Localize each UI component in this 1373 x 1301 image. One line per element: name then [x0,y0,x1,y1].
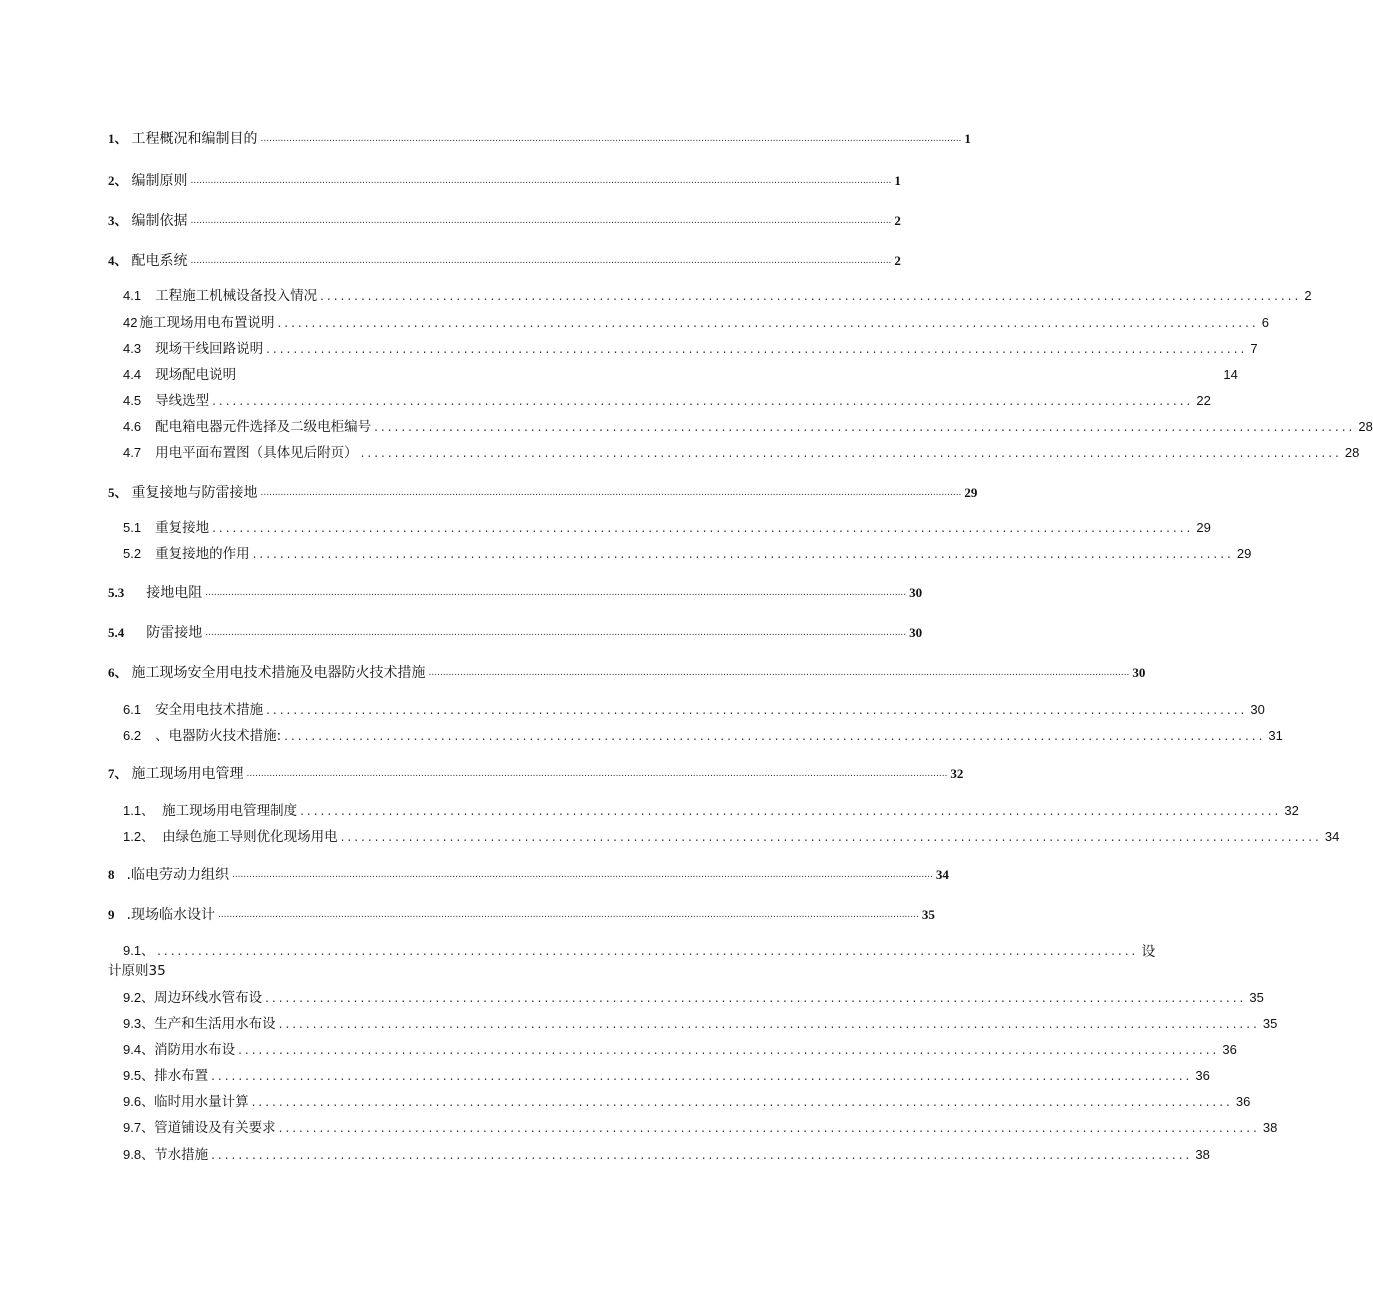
toc-entry[interactable] [123,1117,1278,1137]
toc-leader-dots: ................................................................................................................................................ [211,1069,1193,1083]
toc-entry-number: 9.3、 [123,1016,155,1031]
toc-entry-title: 节水措施 [154,1147,209,1163]
toc-leader-dots: ................................................................................................................................................ [340,830,1322,844]
toc-entry[interactable] [123,1013,1278,1033]
toc-leader-dots: ..................................................................................................................................................................................................................................................... [260,134,962,144]
toc-entry-page: 36 [1235,1094,1251,1109]
toc-entry-page: 设 [1141,943,1156,959]
toc-entry-number: 9.1、 [123,943,155,958]
toc-entry-heading [123,340,263,358]
toc-entry-number: 9.7、 [123,1120,155,1135]
toc-entry-page: 2 [894,213,901,228]
toc-leader-dots: ................................................................................................................................................ [300,804,1282,818]
toc-entry[interactable] [108,763,964,783]
toc-entry-number: 1.2、 [123,829,155,844]
toc-leader-dots: ................................................................................................................................................ [284,729,1266,743]
toc-entry[interactable] [108,250,901,270]
toc-entry[interactable] [108,904,935,924]
toc-entry-number: 3、 [108,213,128,228]
toc-entry-title: 施工现场用电管理制度 [162,803,298,819]
toc-entry-number: 9.4、 [123,1042,155,1057]
toc-entry-page: 30 [1132,665,1146,680]
toc-entry-title: 工程概况和编制目的 [131,131,258,147]
toc-leader-dots: ................................................................................................................................................ [212,394,1194,408]
toc-entry-number: 6.2 [123,728,142,743]
toc-entry[interactable] [123,442,1360,462]
toc-leader-dots: ..................................................................................................................................................................................................................................................... [231,870,933,880]
toc-entry-title: .临电劳动力组织 [126,867,229,883]
toc-leader-dots: ..................................................................................................................................................................................................................................................... [428,668,1130,678]
toc-entry-number: 1.1、 [123,803,155,818]
toc-entry-number: 4.4 [123,367,142,382]
toc-entry-title: 施工现场安全用电技术措施及电器防火技术措施 [131,665,426,681]
toc-entry-title: 现场干线回路说明 [155,341,264,357]
toc-entry-page: 35 [1249,990,1264,1005]
toc-entry-heading [123,942,154,960]
toc-entry[interactable] [123,364,1238,384]
toc-entry[interactable] [123,517,1211,537]
toc-entry-number: 1、 [108,131,128,146]
toc-entry-9-1-continuation: 计原则35 [108,963,166,979]
toc-entry-page: 29 [964,485,978,500]
toc-entry-title: 重复接地与防雷接地 [131,485,258,501]
toc-entry-title: 配电箱电器元件选择及二级电柜编号 [155,419,372,435]
toc-entry[interactable] [108,662,1146,682]
toc-entry-page: 1 [894,173,901,188]
toc-entry-page: 38 [1195,1147,1210,1162]
toc-entry-page: 6 [1261,315,1269,330]
toc-leader-dots: ..................................................................................................................................................................................................................................................... [190,176,892,186]
toc-leader-dots: ................................................................................................................................................ [360,446,1342,460]
toc-entry-heading [123,701,263,719]
toc-entry[interactable] [123,543,1252,563]
toc-entry-title: 、电器防火技术措施: [155,728,282,744]
toc-entry-heading [123,1146,208,1164]
toc-entry[interactable] [108,582,923,602]
toc-entry-heading [108,765,244,783]
toc-leader-dots: ................................................................................................................................................ [265,991,1247,1005]
toc-entry-page: 2 [894,253,901,268]
toc-entry[interactable] [108,128,971,148]
toc-entry-title: 临时用水量计算 [154,1094,249,1110]
toc-entry-title: 工程施工机械设备投入情况 [155,288,318,304]
toc-entry-title: 现场配电说明 [155,367,237,383]
toc-leader-dots: ................................................................................................................................................ [278,1017,1260,1031]
toc-leader-dots: ................................................................................................................................................ [320,289,1302,303]
toc-entry-page: 22 [1196,393,1211,408]
toc-leader-dots: ................................................................................................................................................ [252,547,1234,561]
toc-entry-title: 配电系统 [131,253,188,269]
toc-entry-page: 34 [1324,829,1340,844]
toc-entry-heading [123,287,317,305]
toc-entry-title: 排水布置 [154,1068,209,1084]
toc-entry-number: 5.4 [108,625,125,640]
toc-leader-dots: ................................................................................................................................................ [211,1148,1193,1162]
toc-leader-dots: ................................................................................................................................................ [212,521,1194,535]
toc-entry-title: 接地电阻 [146,585,203,601]
toc-entry-page: 35 [921,907,935,922]
toc-entry[interactable] [108,864,949,884]
toc-entry-heading [123,366,236,384]
toc-entry-number: 4.5 [123,393,142,408]
toc-entry-title: 管道铺设及有关要求 [154,1120,276,1136]
toc-leader-dots: ..................................................................................................................................................................................................................................................... [190,216,892,226]
toc-entry[interactable] [108,622,923,642]
toc-entry-number: 8 [108,867,115,882]
toc-entry-number: 9.5、 [123,1068,155,1083]
toc-entry[interactable] [123,416,1373,436]
toc-entry-page: 30 [909,585,923,600]
toc-entry-number: 7、 [108,766,128,781]
toc-leader-dots: ..................................................................................................................................................................................................................................................... [260,488,962,498]
toc-entry-heading [123,1041,235,1059]
toc-entry[interactable] [123,699,1265,719]
toc-entry[interactable] [123,826,1340,846]
toc-entry-title: 消防用水布设 [154,1042,236,1058]
toc-leader-dots: ................................................................................................................................................ [277,316,1259,330]
toc-entry-heading [123,418,371,436]
toc-entry-heading [108,624,202,642]
toc-leader-dots: ..................................................................................................................................................................................................................................................... [246,769,948,779]
toc-entry-page: 36 [1195,1068,1210,1083]
toc-entry-title: 重复接地的作用 [155,546,250,562]
toc-entry-heading [123,802,297,820]
toc-entry-page: 30 [1250,702,1265,717]
toc-entry-title: 防雷接地 [146,625,203,641]
toc-leader-dots: ..................................................................................................................................................................................................................................................... [205,628,907,638]
toc-entry[interactable] [108,210,901,230]
toc-leader-dots: ................................................................................................................................................ [251,1095,1233,1109]
toc-entry-heading [123,727,281,745]
toc-entry-heading [108,212,188,230]
toc-entry-number: 9.2、 [123,990,155,1005]
toc-entry[interactable] [123,725,1283,745]
toc-entry-page: 32 [950,766,964,781]
toc-entry-number: 4.6 [123,419,142,434]
toc-entry-number: 42 [123,315,138,330]
toc-entry-page: 14 [1223,367,1238,382]
toc-entry-number: 4、 [108,253,128,268]
toc-leader-dots: ................................................................................................................................................ [157,944,1139,958]
toc-entry-title: 重复接地 [155,520,210,536]
toc-entry[interactable] [123,390,1211,410]
toc-entry[interactable] [123,285,1312,305]
toc-entry-page: 29 [1196,520,1211,535]
toc-entry-heading [108,866,229,884]
toc-entry[interactable] [123,940,1156,960]
toc-entry-title: .现场临水设计 [126,907,215,923]
toc-entry[interactable] [123,1039,1237,1059]
toc-entry-number: 9.8、 [123,1147,155,1162]
toc-entry-number: 9 [108,907,115,922]
toc-entry[interactable] [123,800,1299,820]
toc-entry-title: 周边环线水管布设 [154,990,263,1006]
toc-entry[interactable] [123,1144,1210,1164]
toc-leader-dots: ..................................................................................................................................................................................................................................................... [205,588,907,598]
toc-entry[interactable] [123,312,1269,332]
toc-entry-page: 1 [964,131,971,146]
toc-entry-title: 施工现场用电管理 [131,766,244,782]
toc-entry-page: 28 [1358,419,1373,434]
toc-entry-title: 用电平面布置图（具体见后附页） [155,445,358,461]
toc-entry-page: 28 [1344,445,1360,460]
toc-leader-dots: ..................................................................................................................................................................................................................................................... [217,910,919,920]
toc-leader-dots: ................................................................................................................................................ [266,342,1248,356]
toc-entry-number: 5、 [108,485,128,500]
toc-entry-heading [108,484,258,502]
toc-entry[interactable] [123,987,1264,1007]
toc-entry-page: 29 [1236,546,1252,561]
toc-entry-title: 由绿色施工导则优化现场用电 [162,829,338,845]
toc-entry-page: 31 [1268,728,1283,743]
toc-entry-number: 4.1 [123,288,142,303]
toc-entry-page: 2 [1304,288,1312,303]
toc-entry-number: 2、 [108,173,128,188]
toc-entry-title: 生产和生活用水布设 [154,1016,276,1032]
toc-entry-page: 36 [1222,1042,1237,1057]
toc-entry-heading [123,314,274,332]
toc-entry-title: 导线选型 [155,393,210,409]
toc-entry-heading [108,252,188,270]
toc-entry-heading [123,519,209,537]
toc-entry-heading [123,1119,276,1137]
toc-entry-number: 9.6、 [123,1094,155,1109]
toc-entry-page: 7 [1250,341,1258,356]
toc-entry-heading [108,172,188,190]
toc-entry-number: 5.1 [123,520,142,535]
toc-entry-heading [108,584,202,602]
toc-entry-heading [123,392,209,410]
toc-leader-dots: ................................................................................................................................................ [374,420,1356,434]
toc-entry-heading [123,828,338,846]
toc-entry-heading [108,130,258,148]
toc-entry-number: 6、 [108,665,128,680]
toc-leader-dots: ................................................................................................................................................ [266,703,1248,717]
toc-entry-title: 施工现场用电布置说明 [139,315,275,331]
toc-entry[interactable] [108,482,978,502]
toc-entry-number: 4.7 [123,445,142,460]
toc-entry-number: 5.2 [123,546,142,561]
toc-entry[interactable] [108,170,901,190]
toc-entry-heading [123,444,358,462]
toc-entry[interactable] [123,1091,1251,1111]
toc-entry-page: 32 [1284,803,1299,818]
toc-entry-page: 38 [1262,1120,1278,1135]
toc-leader-dots: ................................................................................................................................................ [238,1043,1220,1057]
toc-entry-title: 安全用电技术措施 [155,702,264,718]
toc-leader-dots: ..................................................................................................................................................................................................................................................... [190,256,892,266]
toc-entry-title: 编制原则 [131,173,188,189]
toc-entry-heading [123,545,250,563]
toc-entry-heading [123,1015,276,1033]
toc-entry[interactable] [123,338,1258,358]
toc-entry-number: 4.3 [123,341,142,356]
toc-leader-dots: ................................................................................................................................................ [278,1121,1260,1135]
toc-entry-heading [123,1093,249,1111]
toc-entry-title: 编制依据 [131,213,188,229]
toc-entry-heading [123,989,262,1007]
toc-entry-page: 34 [935,867,949,882]
toc-entry[interactable] [123,1065,1210,1085]
toc-entry-heading [108,664,426,682]
toc-entry-page: 30 [909,625,923,640]
toc-entry-number: 6.1 [123,702,142,717]
toc-entry-page: 35 [1262,1016,1278,1031]
toc-entry-heading [123,1067,208,1085]
toc-entry-heading [108,906,215,924]
toc-entry-number: 5.3 [108,585,125,600]
